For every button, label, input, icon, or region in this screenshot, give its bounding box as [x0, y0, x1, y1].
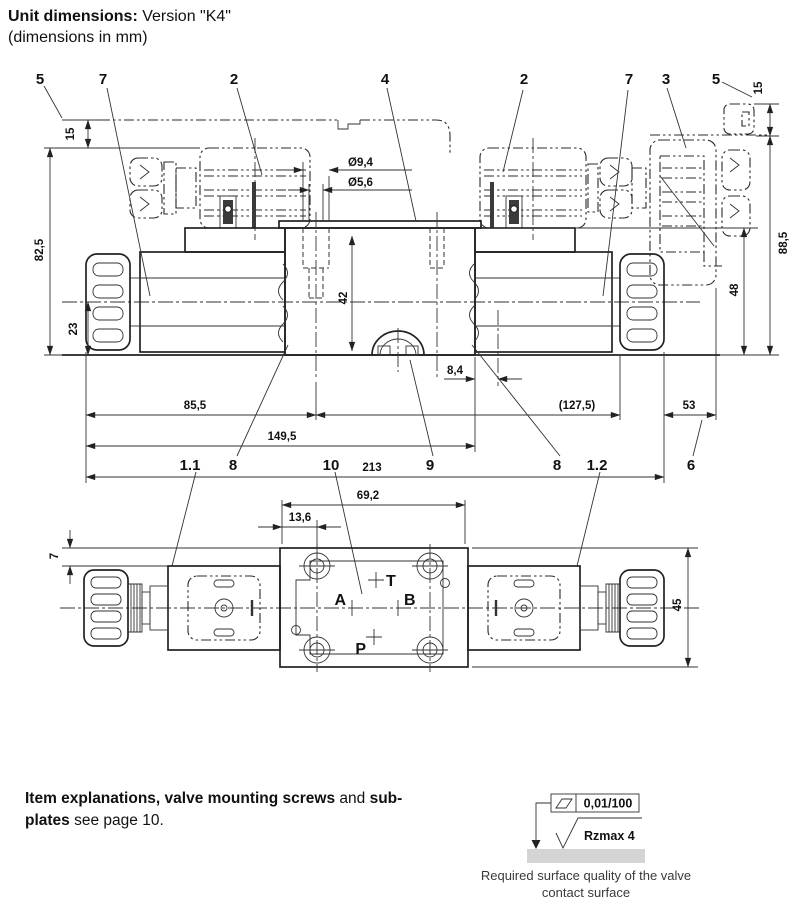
locating-pin-dome — [372, 328, 424, 372]
dimension-label: 13,6 — [288, 512, 312, 524]
contact-surface-bar — [527, 849, 645, 863]
left-plug-phantom — [130, 158, 196, 218]
title-bold: Unit dimensions: — [8, 8, 138, 25]
callout-label: 7 — [98, 71, 108, 88]
footnote-bold-1: Item explanations, valve mounting screws — [25, 790, 336, 807]
dimension-label: 82,5 — [34, 238, 46, 262]
tube-break-mark — [279, 264, 288, 342]
callout-label: 6 — [686, 457, 696, 474]
left-coil-terminal — [220, 182, 256, 228]
port-label-p: P — [355, 641, 366, 658]
dimension-label: 23 — [68, 322, 80, 336]
dimension-label: 85,5 — [183, 400, 207, 412]
flatness-icon — [556, 799, 572, 808]
callout-label: 10 — [322, 457, 340, 474]
dimension-label: 213 — [362, 462, 382, 474]
side-view — [34, 71, 790, 594]
callout-label: 7 — [624, 71, 634, 88]
plan-view — [49, 490, 700, 672]
callout-label: 5 — [711, 71, 721, 88]
surface-quality-symbol — [481, 794, 691, 900]
plan-view-dimensions — [49, 490, 698, 667]
callout-label: 2 — [229, 71, 239, 88]
left-solenoid-tube — [130, 228, 288, 352]
dimension-label: 88,5 — [778, 231, 790, 255]
dimension-label: 69,2 — [356, 490, 380, 502]
dimension-label: Ø5,6 — [348, 177, 373, 189]
roughness-value: Rzmax 4 — [584, 829, 635, 843]
footnote: Item explanations, valve mounting screws and sub-plates see page 10. — [25, 790, 403, 829]
surface-caption-1: Required surface quality of the valve — [480, 868, 692, 883]
locating-pin-hole — [441, 579, 450, 588]
surface-caption-2: contact surface — [541, 885, 631, 900]
angled-connector-phantom — [650, 104, 770, 285]
dimension-label: 149,5 — [267, 431, 297, 443]
footnote-bold-2: sub-plates — [25, 790, 403, 829]
right-coil-terminal — [490, 182, 522, 228]
left-connector-phantom — [62, 120, 450, 154]
dimension-label: 42 — [338, 291, 350, 305]
dimension-label: 45 — [672, 598, 684, 612]
middle-callouts — [172, 345, 702, 594]
callout-label: 8 — [228, 457, 238, 474]
right-coil-phantom — [480, 138, 586, 240]
dimension-label: 15 — [65, 127, 77, 141]
callout-label: 5 — [35, 71, 45, 88]
port-label-t: T — [386, 573, 396, 590]
tube-break-mark — [470, 264, 479, 342]
callout-label: 1.2 — [586, 457, 608, 474]
dimension-label: 7 — [49, 552, 61, 560]
right-solenoid-tube — [470, 228, 621, 352]
dimension-label: (127,5) — [558, 400, 596, 412]
right-plug-phantom — [588, 158, 646, 218]
dimension-label: Ø9,4 — [348, 157, 373, 169]
dimension-label: 53 — [682, 400, 696, 412]
flatness-tolerance: 0,01/100 — [583, 796, 633, 811]
valve-body — [279, 212, 498, 386]
callout-label: 1.1 — [179, 457, 201, 474]
callout-label: 4 — [380, 71, 390, 88]
title-version: Version "K4" — [137, 8, 231, 25]
dimension-label: 48 — [729, 283, 741, 297]
title-subtitle: (dimensions in mm) — [8, 29, 148, 46]
callout-label: 3 — [661, 71, 671, 88]
callout-label: 2 — [519, 71, 529, 88]
callout-label: 9 — [425, 457, 435, 474]
port-label-b: B — [404, 592, 416, 609]
port-label-a: A — [334, 592, 346, 609]
callout-label: 8 — [552, 457, 562, 474]
side-view-callouts — [36, 71, 752, 296]
dimension-label: 15 — [753, 81, 765, 95]
dimension-label: 8,4 — [447, 365, 463, 377]
surface-arrow — [532, 840, 541, 849]
port-marks — [334, 572, 415, 658]
